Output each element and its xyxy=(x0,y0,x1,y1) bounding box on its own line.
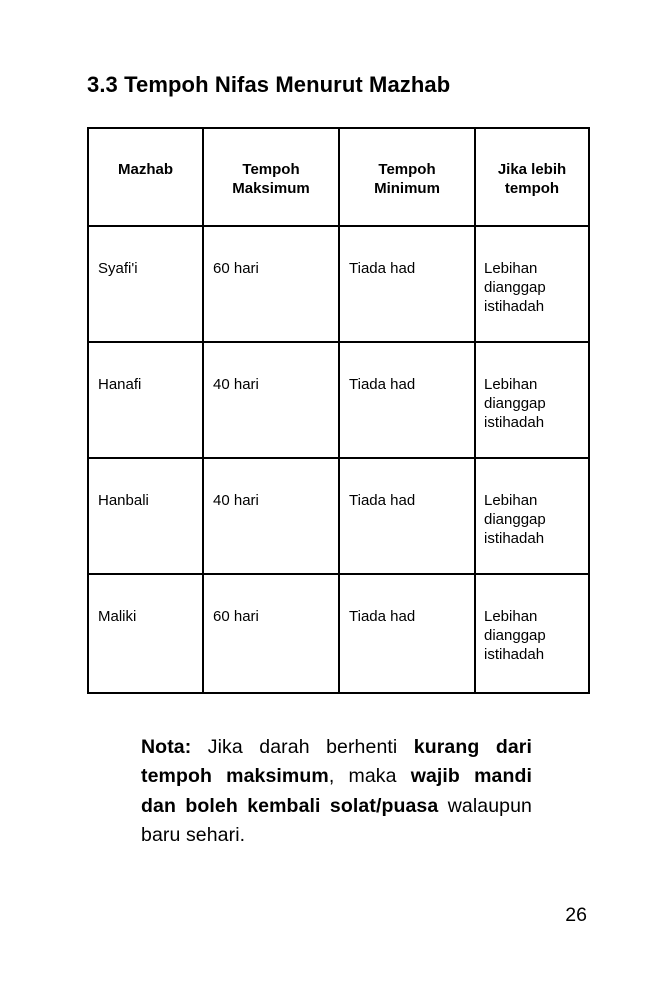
note-emphasis: kurang dari tempoh maksimum xyxy=(141,736,532,788)
table-row xyxy=(88,458,589,574)
cell-minimum: Tiada had xyxy=(339,574,475,693)
table-row xyxy=(88,574,589,693)
cell-minimum: Tiada had xyxy=(339,458,475,574)
table-row xyxy=(88,226,589,342)
cell-maksimum: 40 hari xyxy=(203,458,339,574)
cell-jika-lebih: Lebihan dianggap istihadah xyxy=(475,574,589,693)
page-number: 26 xyxy=(565,904,587,926)
cell-maksimum: 60 hari xyxy=(203,226,339,342)
note-paragraph xyxy=(141,733,532,850)
cell-minimum: Tiada had xyxy=(339,226,475,342)
header-mazhab: Mazhab xyxy=(88,128,203,226)
cell-mazhab: Syafi'i xyxy=(88,226,203,342)
note-text: , maka xyxy=(328,765,411,788)
header-tempoh-maksimum: Tempoh Maksimum xyxy=(203,128,339,226)
table-header-row xyxy=(88,128,589,226)
note-text: walaupun baru sehari. xyxy=(141,794,532,846)
cell-jika-lebih: Lebihan dianggap istihadah xyxy=(475,226,589,342)
cell-mazhab: Hanafi xyxy=(88,342,203,458)
section-title: 3.3 Tempoh Nifas Menurut Mazhab xyxy=(87,72,451,97)
cell-mazhab: Hanbali xyxy=(88,458,203,574)
note-emphasis: wajib mandi dan boleh kembali solat/puasa xyxy=(141,765,532,817)
cell-jika-lebih: Lebihan dianggap istihadah xyxy=(475,342,589,458)
note-label: Nota: xyxy=(141,736,192,758)
cell-maksimum: 40 hari xyxy=(203,342,339,458)
header-jika-lebih-tempoh: Jika lebih tempoh xyxy=(475,128,589,226)
cell-mazhab: Maliki xyxy=(88,574,203,693)
cell-maksimum: 60 hari xyxy=(203,574,339,693)
cell-jika-lebih: Lebihan dianggap istihadah xyxy=(475,458,589,574)
header-tempoh-minimum: Tempoh Minimum xyxy=(339,128,475,226)
table-row xyxy=(88,342,589,458)
nifas-table xyxy=(87,127,590,694)
cell-minimum: Tiada had xyxy=(339,342,475,458)
note-text: Jika darah berhenti xyxy=(191,736,414,758)
